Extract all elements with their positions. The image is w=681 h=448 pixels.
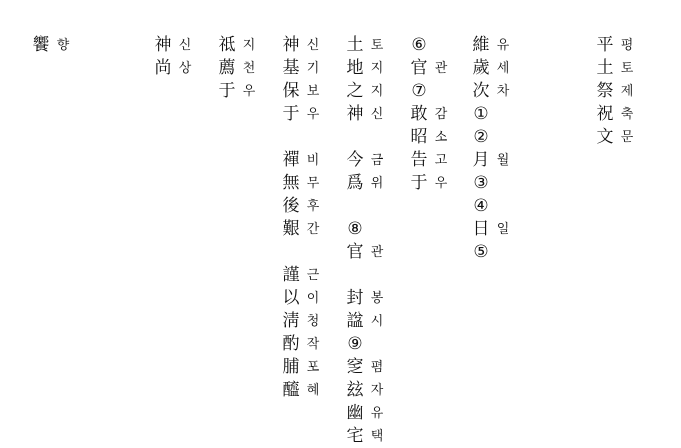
- hangul-char: [368, 264, 386, 287]
- hanja-char: 祝: [596, 104, 614, 124]
- hanja-char: 幽: [346, 403, 364, 423]
- hanja-char: 饗: [32, 35, 50, 55]
- hangul-char: 이: [306, 291, 320, 306]
- hangul-char: 토: [370, 38, 384, 53]
- hangul-char: 관: [434, 61, 448, 76]
- hanja-char: 保: [282, 81, 300, 101]
- hanja-char: 敢: [410, 104, 428, 124]
- hanja-char: 封: [346, 288, 364, 308]
- hangul-char: 폄: [370, 360, 384, 375]
- hangul-char: 토: [620, 61, 634, 76]
- hanja-char: 昭: [410, 127, 428, 147]
- hanja-char: 今: [346, 150, 364, 170]
- hangul-char: 위: [370, 176, 384, 191]
- hangul-char: 축: [620, 107, 634, 122]
- hangul-char: [494, 172, 512, 195]
- hanja-char: ⑧: [347, 219, 363, 239]
- hanja-char: 基: [282, 58, 300, 78]
- hanja-char: 神: [154, 35, 172, 55]
- hanja-char: ④: [473, 196, 489, 216]
- hangul-char: 문: [620, 130, 634, 145]
- hangul-char: [494, 195, 512, 218]
- hanja-char: 後: [282, 196, 300, 216]
- hanja-char: [344, 126, 366, 149]
- hanja-char: 歲: [472, 58, 490, 78]
- hanja-char: ②: [473, 127, 489, 147]
- hangul-char: [494, 126, 512, 149]
- hangul-char: 세: [496, 61, 510, 76]
- line4-hanja-column: [280, 34, 302, 402]
- hanja-char: 土: [346, 35, 364, 55]
- hanja-char: 地: [346, 58, 364, 78]
- hangul-char: 평: [620, 38, 634, 53]
- line3-hangul-column: [368, 34, 386, 448]
- hangul-char: 우: [434, 176, 448, 191]
- hangul-char: 비: [306, 153, 320, 168]
- hanja-char: 官: [346, 242, 364, 262]
- hangul-char: 지: [370, 84, 384, 99]
- hangul-char: 지: [242, 38, 256, 53]
- title-hanja-column: [594, 34, 616, 149]
- hanja-char: ③: [473, 173, 489, 193]
- hangul-char: 청: [306, 314, 320, 329]
- hangul-char: [304, 126, 322, 149]
- hanja-char: [344, 264, 366, 287]
- hanja-char: 于: [218, 81, 236, 101]
- hanja-char: 無: [282, 173, 300, 193]
- line3-hanja-column: [344, 34, 366, 448]
- line5-hanja-column: [216, 34, 238, 103]
- hanja-char: 文: [596, 127, 614, 147]
- hanja-char: 脯: [282, 357, 300, 377]
- hangul-char: 기: [306, 61, 320, 76]
- hangul-char: [432, 80, 450, 103]
- hangul-char: 신: [306, 38, 320, 53]
- line1-hanja-column: [470, 34, 492, 264]
- hanja-char: 禪: [282, 150, 300, 170]
- hanja-char: 艱: [282, 219, 300, 239]
- hangul-char: [368, 333, 386, 356]
- hanja-char: 維: [472, 35, 490, 55]
- hangul-char: 신: [370, 107, 384, 122]
- hanja-char: 諡: [346, 311, 364, 331]
- line6-hangul-column: [176, 34, 194, 80]
- hanja-char: ⑥: [411, 35, 427, 55]
- hanja-char: 于: [282, 104, 300, 124]
- hanja-char: 于: [410, 173, 428, 193]
- hanja-char: 神: [346, 104, 364, 124]
- hangul-char: 간: [306, 222, 320, 237]
- hanja-char: ⑤: [473, 242, 489, 262]
- line2-hangul-column: [432, 34, 450, 195]
- hangul-char: 상: [178, 61, 192, 76]
- hangul-char: 혜: [306, 383, 320, 398]
- hanja-char: 宅: [346, 426, 364, 446]
- hanja-char: ⑨: [347, 334, 363, 354]
- hangul-char: 근: [306, 268, 320, 283]
- hangul-char: 차: [496, 84, 510, 99]
- hanja-char: 以: [282, 288, 300, 308]
- hanja-char: 日: [472, 219, 490, 239]
- hanja-char: 謹: [282, 265, 300, 285]
- hangul-char: 천: [242, 61, 256, 76]
- hanja-char: 祭: [596, 81, 614, 101]
- hanja-char: 土: [596, 58, 614, 78]
- line7-hanja-column: [30, 34, 52, 57]
- hanja-char: 窆: [346, 357, 364, 377]
- hangul-char: 택: [370, 429, 384, 444]
- hanja-char: 月: [472, 150, 490, 170]
- line4-hangul-column: [304, 34, 322, 402]
- hangul-char: 고: [434, 153, 448, 168]
- hanja-char: 玆: [346, 380, 364, 400]
- hanja-char: 之: [346, 81, 364, 101]
- hanja-char: 尚: [154, 58, 172, 78]
- hangul-char: [304, 241, 322, 264]
- hanja-char: 次: [472, 81, 490, 101]
- hangul-char: 작: [306, 337, 320, 352]
- hanja-char: ①: [473, 104, 489, 124]
- hangul-char: 시: [370, 314, 384, 329]
- hangul-char: 제: [620, 84, 634, 99]
- hangul-char: 유: [370, 406, 384, 421]
- hangul-char: 신: [178, 38, 192, 53]
- hangul-char: 무: [306, 176, 320, 191]
- hangul-char: 우: [306, 107, 320, 122]
- hangul-char: 자: [370, 383, 384, 398]
- hanja-char: 淸: [282, 311, 300, 331]
- hanja-char: 酌: [282, 334, 300, 354]
- hangul-char: 후: [306, 199, 320, 214]
- hangul-char: [494, 103, 512, 126]
- hangul-char: 소: [434, 130, 448, 145]
- hangul-char: 포: [306, 360, 320, 375]
- hangul-char: [368, 126, 386, 149]
- hangul-char: 봉: [370, 291, 384, 306]
- hanja-char: ⑦: [411, 81, 427, 101]
- hangul-char: [432, 34, 450, 57]
- hanja-char: 爲: [346, 173, 364, 193]
- hanja-char: 祗: [218, 35, 236, 55]
- hangul-char: [368, 195, 386, 218]
- hanja-char: [344, 195, 366, 218]
- line7-hangul-column: [54, 34, 72, 57]
- hangul-char: 일: [496, 222, 510, 237]
- hangul-char: 월: [496, 153, 510, 168]
- line2-hanja-column: [408, 34, 430, 195]
- hanja-char: [280, 241, 302, 264]
- hanja-char: 告: [410, 150, 428, 170]
- line6-hanja-column: [152, 34, 174, 80]
- hangul-char: 관: [370, 245, 384, 260]
- hangul-char: 지: [370, 61, 384, 76]
- line1-hangul-column: [494, 34, 512, 264]
- hangul-char: 향: [56, 38, 70, 53]
- hangul-char: 감: [434, 107, 448, 122]
- title-hangul-column: [618, 34, 636, 149]
- hanja-char: [280, 126, 302, 149]
- hangul-char: [494, 241, 512, 264]
- hanja-char: 醯: [282, 380, 300, 400]
- hanja-char: 平: [596, 35, 614, 55]
- hanja-char: 神: [282, 35, 300, 55]
- hangul-char: [368, 218, 386, 241]
- hanja-char: 官: [410, 58, 428, 78]
- hangul-char: 금: [370, 153, 384, 168]
- hangul-char: 우: [242, 84, 256, 99]
- line5-hangul-column: [240, 34, 258, 103]
- hangul-char: 유: [496, 38, 510, 53]
- hanja-char: 薦: [218, 58, 236, 78]
- hangul-char: 보: [306, 84, 320, 99]
